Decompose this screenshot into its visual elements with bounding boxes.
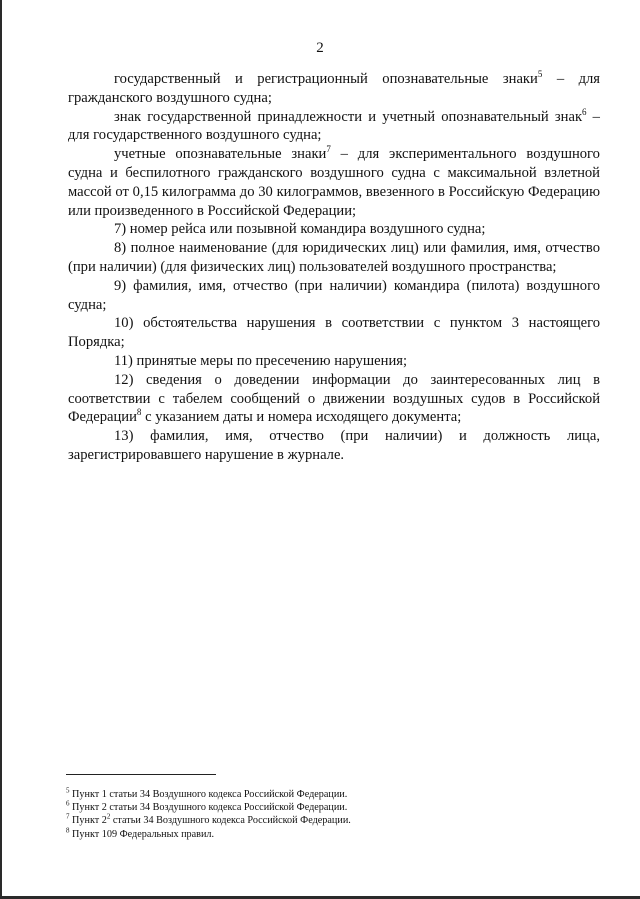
- footnotes: [66, 788, 586, 841]
- footnote-ref: 7: [326, 144, 331, 155]
- footnote-mark: 7: [66, 813, 70, 822]
- scan-edge-left: [0, 0, 2, 899]
- footnote-mark: 5: [66, 786, 70, 795]
- paragraph: знак государственной принадлежности и учетный опознавательный знак$^6$ – для государственного воздушного судна;: [68, 106, 600, 144]
- footnote-ref: 6: [582, 106, 587, 117]
- footnote-mark: 8: [66, 826, 70, 835]
- paragraph: государственный и регистрационный опознавательные знаки$^5$ – для гражданского воздушного судна;: [68, 69, 601, 106]
- list-item-13: 13) фамилия, имя, отчество (при наличии) и должность лица, зарегистрировавшего нарушение в журнале.: [68, 428, 600, 463]
- list-item-10: 10) обстоятельства нарушения в соответствии с пунктом 3 настоящего Порядка;: [68, 315, 600, 351]
- footnote: $^7$ Пункт $2^2$ статьи 34 Воздушного кодекса Российской Федерации.: [66, 813, 351, 827]
- footnote-ref: 8: [136, 407, 142, 418]
- list-item-8: 8) полное наименование (для юридических лиц) или фамилия, имя, отчество (при наличии) (для физических лиц) пользователей воздушного пространства;: [68, 240, 600, 275]
- footnote: $^8$ Пункт 109 Федеральных правил.: [66, 826, 215, 840]
- footnote: $^6$ Пункт 2 статьи 34 Воздушного кодекса Российской Федерации.: [66, 799, 348, 814]
- page-number: 2: [316, 40, 324, 56]
- document-body: [68, 70, 600, 465]
- paragraph: учетные опознавательные знаки$^7$ – для экспериментального воздушного судна и беспилотного гражданского воздушного судна с максимальной взлетной массой от 0,15 килограмма до 30 килограммов, ввезенного в Российскую Федерацию или произведенного в Российской Федерации;: [68, 144, 600, 219]
- footnote-separator: [66, 774, 216, 775]
- footnote-mark: 6: [66, 799, 70, 808]
- list-item-9: 9) фамилия, имя, отчество (при наличии) командира (пилота) воздушного судна;: [68, 277, 600, 313]
- list-item-11: 11) принятые меры по пресечению нарушения;: [114, 352, 408, 369]
- list-item-12: 12) сведения о доведении информации до заинтересованных лиц в соответствии с табелем сообщений о движении воздушных судов в Российской Федерации$^8$ с указанием даты и номера исходящего документа;: [68, 371, 600, 426]
- footnote: $^5$ Пункт 1 статьи 34 Воздушного кодекса Российской Федерации.: [66, 786, 348, 800]
- article-superscript: 2: [106, 813, 111, 822]
- footnote-ref: 5: [537, 69, 543, 80]
- list-item-7: 7) номер рейса или позывной командира воздушного судна;: [114, 221, 486, 238]
